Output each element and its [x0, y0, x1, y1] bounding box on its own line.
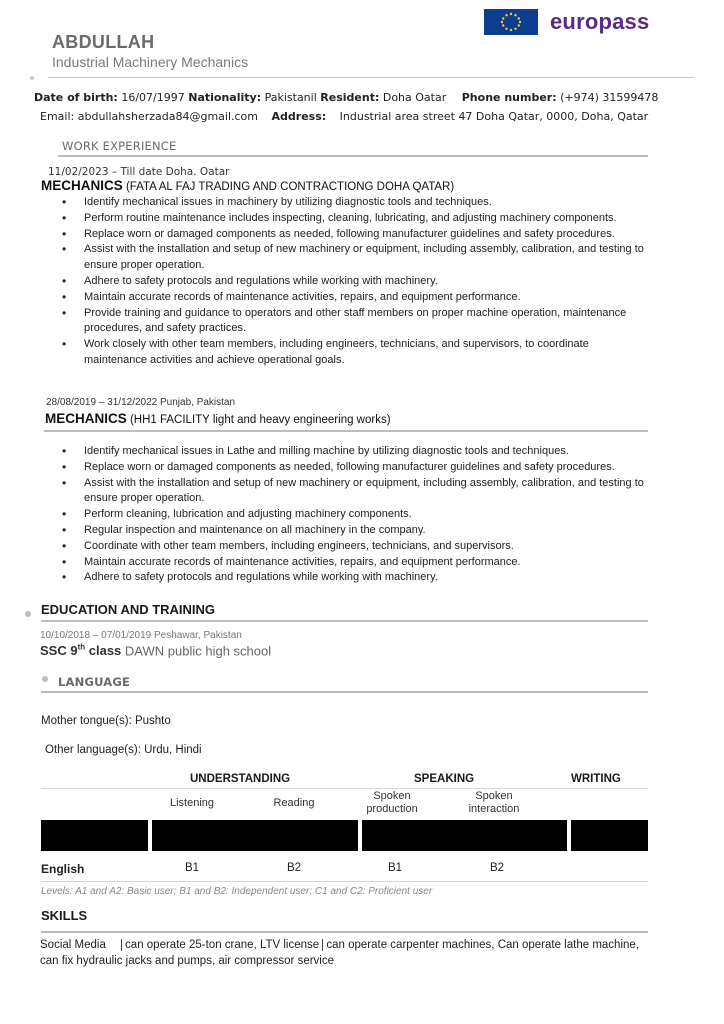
listening-level: B1: [184, 862, 200, 874]
table-bar: [571, 820, 648, 851]
language-divider: [41, 691, 648, 693]
nationality-value: Pakistanil: [264, 91, 317, 104]
school-name: DAWN public high school: [124, 643, 272, 659]
spoken-production-level: B1: [387, 862, 403, 874]
divider-dot: [30, 76, 34, 80]
work-experience-divider: [58, 155, 648, 157]
list-item: • Maintain accurate records of maintenance activities, repairs, and equipment performance.: [40, 555, 644, 571]
job-2-employer: (HH1 FACILITY light and heavy engineering works): [126, 414, 391, 426]
job-2-date: 28/08/2019 – 31/12/2022 Punjab, Pakistan: [46, 397, 236, 408]
mother-tongue: Mother tongue(s): Pushto: [41, 715, 171, 727]
list-item: • Coordinate with other team members, including engineers, technicians, and supervisors.: [40, 539, 644, 555]
skills-part-1: Social Media: [40, 939, 106, 951]
job-1-title: [41, 178, 454, 193]
skills-part-3: can operate carpenter machines, Can operate lathe: [326, 939, 590, 951]
list-item: • Assist with the installation and setup of new machinery or equipment, including assembly, calibration, and testing to ensure proper operation.: [40, 476, 644, 508]
list-item: • Adhere to safety protocols and regulations while working with machinery.: [40, 274, 644, 290]
degree-sup: th: [77, 643, 86, 652]
language-name: English: [41, 862, 85, 876]
writing-header: WRITING: [571, 773, 621, 785]
list-item: • Maintain accurate records of maintenance activities, repairs, and equipment performance.: [40, 290, 644, 306]
skills-text: [40, 937, 640, 969]
reading-level: B2: [286, 862, 302, 874]
header-divider: [48, 77, 694, 78]
section-bullet-icon: [42, 676, 48, 682]
spoken-interaction-level: B2: [489, 862, 505, 874]
education-divider: [41, 620, 648, 622]
job-1-role: MECHANICS: [41, 178, 123, 193]
skills-part-4: machine, can fix hydraulic jacks and pumps, air compressor service: [40, 939, 639, 967]
spoken-production-header: Spoken production: [366, 790, 418, 815]
skills-divider: [41, 931, 648, 933]
list-item: • Adhere to safety protocols and regulations while working with machinery.: [40, 570, 644, 586]
list-item: • Assist with the installation and setup of new machinery or equipment, including assembly, calibration, and testing to ensure proper operation.: [40, 242, 644, 274]
table-bar: [152, 820, 358, 851]
dob-label: Date of birth:: [34, 91, 118, 104]
phone-value: (+974) 31599478: [560, 91, 659, 104]
job-2-duties: [40, 444, 644, 586]
table-bar: [362, 820, 567, 851]
applicant-name: ABDULLAH: [52, 32, 155, 52]
email-value[interactable]: abdullahsherzada84@gmail.com: [77, 110, 259, 123]
separator: [121, 939, 122, 951]
table-row-divider: [41, 881, 648, 882]
nationality-label: Nationality:: [188, 91, 262, 104]
address-label: Address:: [271, 110, 327, 123]
education-entry: [40, 643, 271, 658]
list-item: • Identify mechanical issues in machinery by utilizing diagnostic tools and techniques.: [40, 195, 644, 211]
section-bullet-icon: [25, 611, 31, 617]
list-item: • Provide training and guidance to operators and other staff members on proper machine operation, maintenance procedures, and safety practices.: [40, 306, 644, 338]
separator: [322, 939, 323, 951]
spoken-interaction-header: Spoken interaction: [468, 790, 520, 815]
understanding-header: UNDERSTANDING: [190, 773, 291, 785]
job-1-employer: (FATA AL FAJ TRADING AND CONTRACTIONG DOHA QATAR): [122, 181, 455, 193]
job-2-role: MECHANICS: [45, 411, 127, 426]
education-heading: EDUCATION AND TRAINING: [41, 602, 216, 617]
job-1-duties: [40, 195, 644, 369]
personal-info-line-2: [40, 110, 648, 123]
list-item: • Replace worn or damaged components as needed, following manufacturer guidelines and safety procedures.: [40, 460, 644, 476]
resident-label: Resident:: [320, 91, 380, 104]
list-item: • Perform routine maintenance includes inspecting, cleaning, lubricating, and adjusting machinery components.: [40, 211, 644, 227]
skills-part-2: can operate 25-ton crane, LTV license: [125, 939, 320, 951]
list-item: • Work closely with other team members, including engineers, technicians, and supervisors, to coordinate maintenance activities and achieve operational goals.: [40, 337, 644, 369]
reading-header: Reading: [273, 797, 315, 809]
list-item: • Identify mechanical issues in Lathe and milling machine by utilizing diagnostic tools and techniques.: [40, 444, 644, 460]
address-value: Industrial area street 47 Doha Qatar, 0000, Doha, Qatar: [339, 110, 649, 123]
language-heading: LANGUAGE: [58, 675, 131, 689]
email-label: Email:: [40, 110, 75, 123]
degree-suffix: class: [85, 643, 122, 659]
cefr-legend: Levels: A1 and A2: Basic user; B1 and B2: Independent user; C1 and C2: Proficient user: [41, 886, 433, 897]
dob-value: 16/07/1997: [121, 91, 185, 104]
list-item: • Perform cleaning, lubrication and adjusting machinery components.: [40, 507, 644, 523]
table-bar: [41, 820, 148, 851]
eu-flag-icon: [484, 9, 538, 35]
other-languages: Other language(s): Urdu, Hindi: [45, 744, 202, 756]
job-2-divider: [44, 430, 648, 432]
job-2-title: [45, 411, 391, 426]
speaking-header: SPEAKING: [414, 773, 475, 785]
job-1-date: 11/02/2023 – Till date Doha. Oatar: [48, 166, 230, 178]
education-date: 10/10/2018 – 07/01/2019 Peshawar, Pakistan: [40, 630, 242, 641]
personal-info-line-1: [34, 91, 658, 104]
table-header-divider: [41, 788, 648, 789]
listening-header: Listening: [169, 797, 215, 809]
degree-prefix: SSC 9: [40, 643, 78, 659]
resident-value: Doha Oatar: [382, 91, 447, 104]
list-item: • Replace worn or damaged components as needed, following manufacturer guidelines and safety procedures.: [40, 227, 644, 243]
skills-heading: SKILLS: [41, 908, 88, 923]
job-title: Industrial Machinery Mechanics: [52, 54, 249, 70]
list-item: • Regular inspection and maintenance on all machinery in the company.: [40, 523, 644, 539]
work-experience-heading: WORK EXPERIENCE: [62, 139, 177, 153]
europass-logo: europass: [550, 9, 650, 34]
phone-label: Phone number:: [461, 91, 557, 104]
